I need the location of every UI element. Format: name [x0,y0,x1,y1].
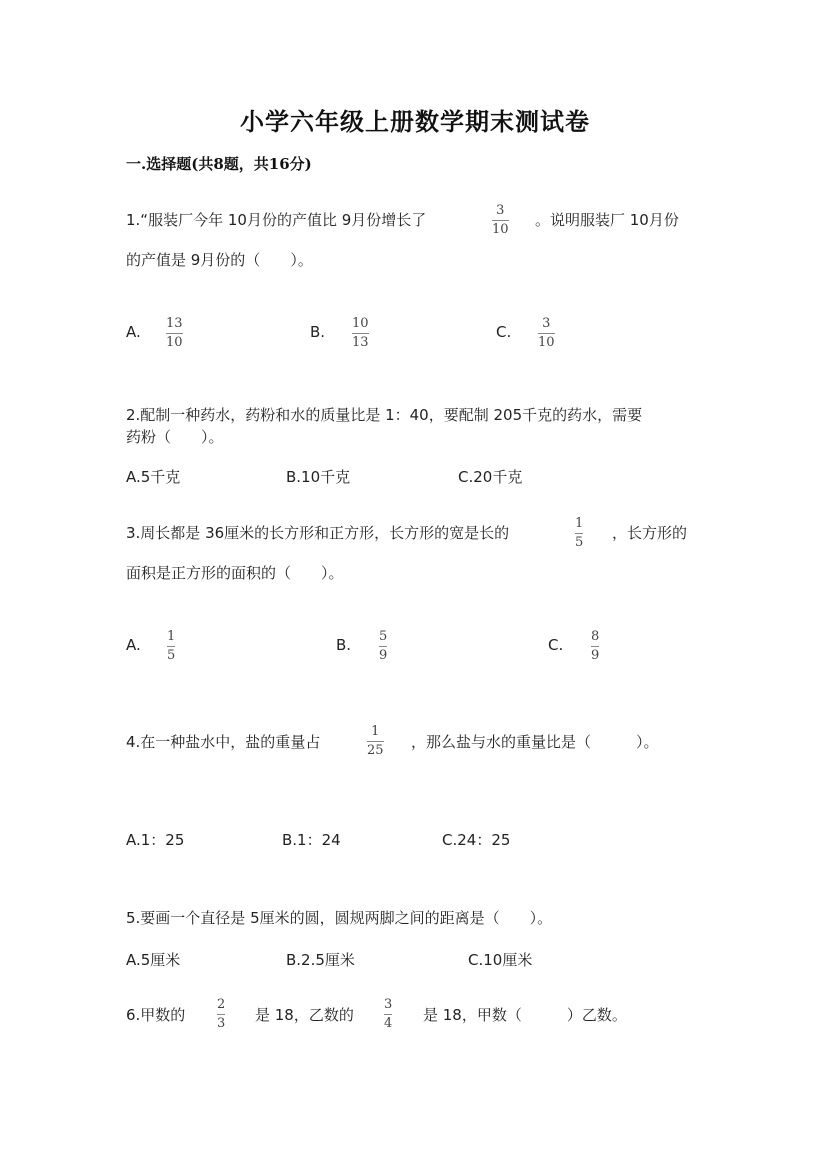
question-3-fraction: 1 5 [575,516,584,550]
question-1-line1b: 。说明服装厂 10月份 [535,211,679,229]
question-1-option-c-label: C. [496,323,512,341]
question-1-option-c-fraction: 3 10 [538,316,555,350]
question-3-option-b-fraction: 5 9 [379,629,388,663]
section-heading: 一.选择题(共8题，共16分) [126,155,312,173]
question-1-option-b-fraction: 10 13 [352,316,369,350]
question-2-option-b: B.10千克 [286,468,351,486]
question-6-fraction-2: 3 4 [384,997,393,1031]
question-4-line1a: 4.在一种盐水中，盐的重量占 [126,733,321,751]
question-4-option-a: A.1：25 [126,831,185,849]
question-3-option-c-fraction: 8 9 [591,629,600,663]
question-4-fraction: 1 25 [367,724,384,758]
question-1-line1a: 1.“服装厂今年 10月份的产值比 9月份增长了 [126,211,427,229]
question-1-option-b-label: B. [310,323,326,341]
question-1-fraction: 3 10 [492,203,509,237]
question-5-line1: 5.要画一个直径是 5厘米的圆，圆规两脚之间的距离是（ ）。 [126,909,553,927]
question-3-option-c-label: C. [548,636,564,654]
question-1-line2: 的产值是 9月份的（ ）。 [126,251,313,269]
question-3-line2: 面积是正方形的面积的（ ）。 [126,564,344,582]
question-4-option-c: C.24：25 [442,831,511,849]
question-1-option-a-fraction: 13 10 [166,316,183,350]
question-5-option-b: B.2.5厘米 [286,951,355,969]
question-4-option-b: B.1：24 [282,831,341,849]
question-6-fraction-1: 2 3 [217,997,226,1031]
question-3-option-a-fraction: 1 5 [167,629,176,663]
page-title: 小学六年级上册数学期末测试卷 [240,107,590,136]
question-2-option-a: A.5千克 [126,468,181,486]
question-3-option-b-label: B. [336,636,352,654]
question-3-line1b: ，长方形的 [612,524,688,542]
question-2-line2: 药粉（ ）。 [126,428,224,446]
question-5-option-a: A.5厘米 [126,951,181,969]
question-6-part1: 6.甲数的 [126,1006,186,1024]
question-1-option-a-label: A. [126,323,141,341]
question-3-option-a-label: A. [126,636,141,654]
question-4-line1b: ，那么盐与水的重量比是（ ）。 [411,733,659,751]
question-2-option-c: C.20千克 [458,468,523,486]
question-6-part3: 是 18，甲数（ ）乙数。 [423,1006,627,1024]
question-2-line1: 2.配制一种药水，药粉和水的质量比是 1：40，要配制 205千克的药水，需要 [126,406,643,424]
question-5-option-c: C.10厘米 [468,951,533,969]
question-6-part2: 是 18，乙数的 [255,1006,354,1024]
question-3-line1a: 3.周长都是 36厘米的长方形和正方形，长方形的宽是长的 [126,524,510,542]
